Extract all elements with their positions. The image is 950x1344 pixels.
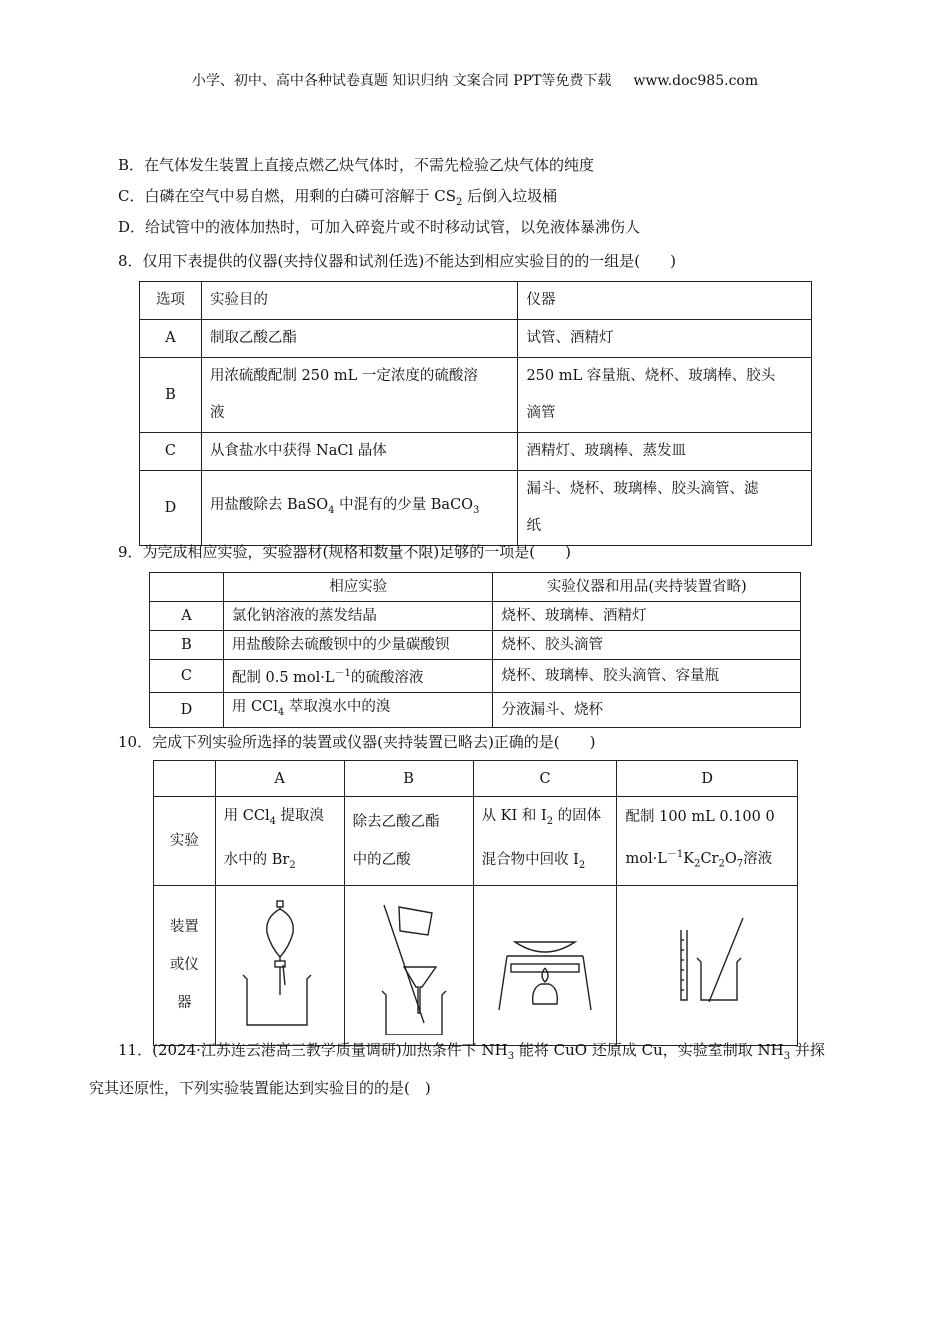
table-row — [154, 885, 798, 1045]
q8-table — [139, 281, 812, 546]
option-label: C — [140, 433, 202, 471]
experiment-cell-b: 除去乙酸乙酯 中的乙酸 — [344, 797, 473, 886]
table-row — [154, 761, 798, 797]
experiment-cell-c: 从 KI 和 $I_2$ 的固体 混合物中回收 $I_2$ — [473, 797, 617, 886]
table-header: 相应实验 — [223, 573, 493, 602]
option-label: A — [140, 320, 202, 358]
q10-stem: 10．完成下列实验所选择的装置或仪器(夹持装置已略去)正确的是( ) — [118, 733, 596, 751]
apparatus-cell-c — [473, 885, 617, 1045]
q11-line1: 11．(2024·江苏连云港高三教学质量调研)加热条件下 $NH_3$ 能将 CuO 还原成 Cu，实验室制取 $NH_3$ 并探 — [118, 1041, 825, 1062]
experiment-cell-a: 用 CCl$_4$ 提取溴 水中的 $Br_2$ — [215, 797, 344, 886]
experiment-cell: 用盐酸除去硫酸钡中的少量碳酸钡 — [223, 631, 493, 660]
instrument-cell: 分液漏斗、烧杯 — [493, 692, 801, 727]
col-header-b: B — [344, 761, 473, 797]
instrument-cell: 酒精灯、玻璃棒、蒸发皿 — [518, 433, 812, 471]
option-label: A — [150, 602, 224, 631]
option-label: C — [150, 660, 224, 693]
row-label-apparatus: 装置 或仪 器 — [154, 885, 216, 1045]
row-label-experiment: 实验 — [154, 797, 216, 886]
apparatus-cell-a — [215, 885, 344, 1045]
experiment-cell: 配制 0.5 $mol\cdot L^{-1}$的硫酸溶液 — [223, 660, 493, 693]
purpose-cell: 用盐酸除去 BaSO$_4$ 中混有的少量 BaCO$_3$ — [201, 471, 518, 546]
table-row — [140, 471, 812, 546]
col-header-a: A — [215, 761, 344, 797]
q7-option-d: D．给试管中的液体加热时，可加入碎瓷片或不时移动试管，以免液体暴沸伤人 — [118, 218, 641, 236]
instrument-cell: 漏斗、烧杯、玻璃棒、胶头滴管、滤 纸 — [518, 471, 812, 546]
table-header: 选项 — [140, 282, 202, 320]
q7-option-b: B．在气体发生装置上直接点燃乙炔气体时，不需先检验乙炔气体的纯度 — [118, 156, 595, 174]
q11-line2: 究其还原性，下列实验装置能达到实验目的的是( ) — [89, 1079, 431, 1097]
table-row — [140, 433, 812, 471]
q10-table — [153, 760, 798, 1046]
header-site: www.doc985.com — [633, 73, 759, 89]
q7-option-c: C．白磷在空气中易自燃，用剩的白磷可溶解于 $CS_2$ 后倒入垃圾桶 — [118, 187, 558, 208]
table-row — [140, 282, 812, 320]
table-header: 实验目的 — [201, 282, 518, 320]
option-label: D — [140, 471, 202, 546]
experiment-cell: 氯化钠溶液的蒸发结晶 — [223, 602, 493, 631]
purpose-cell: 制取乙酸乙酯 — [201, 320, 518, 358]
option-label: B — [140, 358, 202, 433]
instrument-cell: 250 mL 容量瓶、烧杯、玻璃棒、胶头 滴管 — [518, 358, 812, 433]
apparatus-cell-d — [617, 885, 798, 1045]
table-row — [140, 320, 812, 358]
table-row — [150, 631, 801, 660]
table-header: 实验仪器和用品(夹持装置省略) — [493, 573, 801, 602]
evaporation-setup-icon — [485, 910, 605, 1020]
col-header-c: C — [473, 761, 617, 797]
instrument-cell: 试管、酒精灯 — [518, 320, 812, 358]
q8-stem: 8．仅用下表提供的仪器(夹持仪器和试剂任选)不能达到相应实验目的的一组是( ) — [118, 252, 676, 270]
purpose-cell: 从食盐水中获得 NaCl 晶体 — [201, 433, 518, 471]
instrument-cell: 烧杯、玻璃棒、胶头滴管、容量瓶 — [493, 660, 801, 693]
page-header — [0, 70, 950, 90]
separatory-funnel-icon — [225, 895, 335, 1035]
table-row — [150, 692, 801, 727]
table-row — [150, 573, 801, 602]
option-label: B — [150, 631, 224, 660]
instrument-cell: 烧杯、玻璃棒、酒精灯 — [493, 602, 801, 631]
q9-stem: 9．为完成相应实验，实验器材(规格和数量不限)足够的一项是( ) — [118, 543, 571, 561]
table-row — [150, 660, 801, 693]
q9-table — [149, 572, 801, 728]
instrument-cell: 烧杯、胶头滴管 — [493, 631, 801, 660]
table-row — [154, 797, 798, 886]
option-label: D — [150, 692, 224, 727]
experiment-cell: 用 CCl$_4$ 萃取溴水中的溴 — [223, 692, 493, 727]
table-row — [140, 358, 812, 433]
purpose-cell: 用浓硫酸配制 250 mL 一定浓度的硫酸溶 液 — [201, 358, 518, 433]
table-header: 仪器 — [518, 282, 812, 320]
experiment-cell-d: 配制 100 mL 0.100 0 $mol\cdot L^{-1}K_2Cr_2O_7$溶液 — [617, 797, 798, 886]
table-row — [150, 602, 801, 631]
apparatus-cell-b — [344, 885, 473, 1045]
col-header-d: D — [617, 761, 798, 797]
header-text: 小学、初中、高中各种试卷真题 知识归纳 文案合同 PPT等免费下载 — [191, 73, 612, 89]
volumetric-prep-icon — [647, 910, 767, 1020]
filtration-icon — [354, 895, 464, 1035]
